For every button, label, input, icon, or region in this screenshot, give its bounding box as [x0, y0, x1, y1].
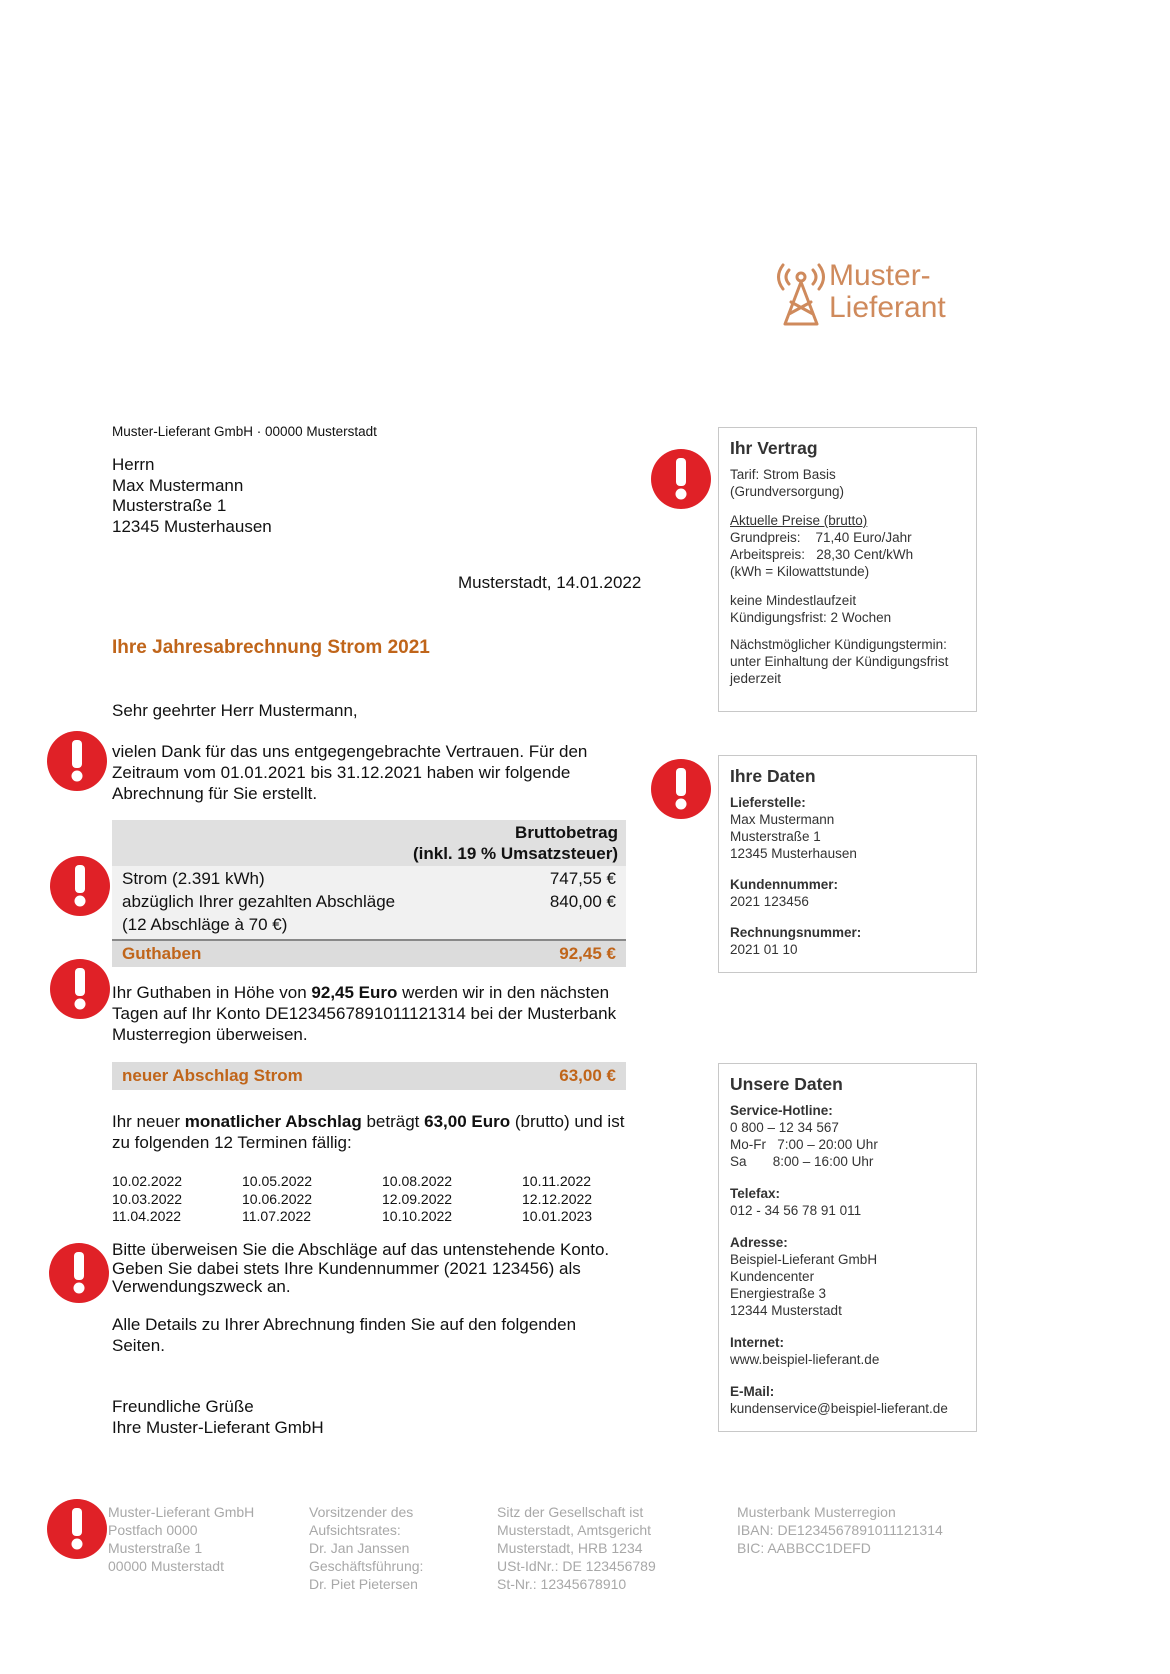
sender-line: Muster-Lieferant GmbH · 00000 Musterstadt	[112, 424, 377, 439]
termination-line: Nächstmöglicher Kündigungstermin:	[730, 637, 947, 652]
delivery-line: 12345 Musterhausen	[730, 846, 857, 861]
recipient-line: Herrn	[112, 455, 155, 474]
table-row	[122, 913, 616, 936]
total-label: Guthaben	[122, 944, 202, 963]
header-gross-amount: Bruttobetrag	[515, 823, 618, 842]
table-row	[122, 890, 616, 913]
antenna-tower-icon	[775, 262, 827, 332]
footer-line: Musterstadt, Amtsgericht	[497, 1522, 652, 1538]
closing	[112, 1396, 324, 1438]
recipient-line: 12345 Musterhausen	[112, 516, 272, 536]
rate-text: (brutto) und ist	[510, 1112, 625, 1131]
company-logo	[775, 258, 975, 338]
contract-box	[718, 427, 977, 712]
exclamation-icon	[73, 865, 87, 907]
intro-line: Abrechnung für Sie erstellt.	[112, 784, 318, 803]
transfer-paragraph	[112, 1241, 652, 1297]
payment-date: 10.08.2022	[382, 1173, 453, 1189]
supplier-data-box	[718, 1063, 977, 1432]
price-line: Grundpreis: 71,40 Euro/Jahr	[730, 530, 912, 545]
prices-heading: Aktuelle Preise (brutto)	[730, 513, 868, 528]
payment-date: 10.11.2022	[522, 1173, 592, 1189]
new-rate-value: 63,00 €	[559, 1066, 616, 1085]
payment-date: 10.05.2022	[242, 1173, 313, 1189]
footer-line: Postfach 0000	[108, 1522, 198, 1538]
supplier-data-title: Unsere Daten	[730, 1074, 843, 1094]
salutation: Sehr geehrter Herr Mustermann,	[112, 701, 358, 720]
address-label: Adresse:	[730, 1235, 788, 1250]
footer-line: Muster-Lieferant GmbH	[108, 1504, 255, 1520]
new-rate-bar	[112, 1062, 626, 1090]
delivery-line: Musterstraße 1	[730, 829, 821, 844]
footer-line: 00000 Musterstadt	[108, 1558, 224, 1574]
payment-date: 10.10.2022	[382, 1208, 453, 1224]
hotline-label: Service-Hotline:	[730, 1103, 833, 1118]
rate-amount: 63,00 Euro	[424, 1112, 511, 1131]
payment-date: 10.01.2023	[522, 1208, 593, 1224]
email-label: E-Mail:	[730, 1384, 775, 1399]
exclamation-icon	[72, 1252, 86, 1294]
credit-line: Musterregion überweisen.	[112, 1025, 308, 1044]
invoice-number: 2021 01 10	[730, 942, 798, 957]
address-line: Kundencenter	[730, 1269, 815, 1284]
credit-amount: 92,45 Euro	[311, 983, 398, 1002]
payment-date: 12.12.2022	[522, 1190, 593, 1207]
fax-number: 012 - 34 56 78 91 011	[730, 1203, 862, 1218]
payment-date: 11.04.2022	[112, 1208, 182, 1224]
website-link[interactable]: www.beispiel-lieferant.de	[730, 1352, 880, 1367]
credit-text: Ihr Guthaben in Höhe von	[112, 983, 312, 1002]
footer-line: Musterbank Musterregion	[737, 1504, 896, 1520]
recipient-line: Musterstraße 1	[112, 496, 227, 515]
footer-line: BIC: AABBCC1DEFD	[737, 1540, 871, 1556]
exclamation-icon	[674, 768, 688, 810]
termination-line: unter Einhaltung der Kündigungsfrist	[730, 654, 949, 669]
customer-data-title: Ihre Daten	[730, 766, 816, 786]
fax-label: Telefax:	[730, 1186, 781, 1201]
address-line: 12344 Musterstadt	[730, 1303, 842, 1318]
footer-registration	[497, 1503, 656, 1593]
intro-line: vielen Dank für das uns entgegengebrachte Vertrauen. Für den	[112, 742, 588, 761]
term-line: Kündigungsfrist: 2 Wochen	[730, 610, 892, 625]
footer-line: Dr. Jan Janssen	[309, 1540, 410, 1556]
new-rate-label: neuer Abschlag Strom	[122, 1066, 303, 1085]
rate-text: beträgt	[361, 1112, 425, 1131]
hotline-line: 0 800 – 12 34 567	[730, 1120, 839, 1135]
alert-customer-data	[651, 759, 711, 819]
table-row	[122, 867, 616, 890]
email-link[interactable]: kundenservice@beispiel-lieferant.de	[730, 1401, 948, 1416]
rate-text-bold: monatlicher Abschlag	[184, 1112, 362, 1131]
transfer-line: Bitte überweisen Sie die Abschläge auf das untenstehende Konto.	[112, 1240, 610, 1259]
closing-line: Freundliche Grüße	[112, 1397, 254, 1416]
row-value: 840,00 €	[549, 892, 616, 911]
exclamation-icon	[70, 1508, 84, 1550]
payment-dates	[112, 1173, 612, 1226]
alert-transfer	[49, 1243, 109, 1303]
footer-line: Aufsichtsrates:	[309, 1522, 401, 1538]
exclamation-icon	[70, 740, 84, 782]
row-label: Strom (2.391 kWh)	[122, 869, 265, 888]
transfer-line: Verwendungszweck an.	[112, 1277, 291, 1296]
payment-date: 11.07.2022	[242, 1208, 312, 1224]
payment-date: 10.03.2022	[112, 1190, 183, 1207]
footer-line: Dr. Piet Pietersen	[309, 1576, 418, 1592]
logo-line-2: Lieferant	[829, 291, 946, 324]
row-label: (12 Abschläge à 70 €)	[122, 915, 288, 934]
address-line: Beispiel-Lieferant GmbH	[730, 1252, 878, 1267]
footer-bank	[737, 1503, 943, 1557]
customer-data-box	[718, 755, 977, 973]
tariff-line: (Grundversorgung)	[730, 484, 845, 499]
row-label: abzüglich Ihrer gezahlten Abschläge	[122, 892, 396, 911]
alert-footer	[47, 1499, 107, 1559]
footer-company	[108, 1503, 254, 1575]
footer-line: St-Nr.: 12345678910	[497, 1576, 627, 1592]
transfer-line: Geben Sie dabei stets Ihre Kundennummer (2021 123456) als	[112, 1258, 581, 1278]
total-value: 92,45 €	[559, 944, 616, 963]
details-line: Seiten.	[112, 1336, 165, 1355]
alert-contract	[651, 449, 711, 509]
recipient-line: Max Mustermann	[112, 475, 244, 495]
tariff-line: Tarif: Strom Basis	[730, 467, 836, 482]
invoice-number-label: Rechnungsnummer:	[730, 925, 862, 940]
contract-title: Ihr Vertrag	[730, 438, 818, 458]
delivery-line: Max Mustermann	[730, 812, 835, 827]
address-line: Energiestraße 3	[730, 1286, 827, 1301]
footer-line: IBAN: DE1234567891011121314	[737, 1522, 943, 1538]
payment-date: 10.02.2022	[112, 1173, 183, 1189]
footer-line: USt-IdNr.: DE 123456789	[497, 1558, 656, 1574]
credit-total-row	[112, 939, 626, 967]
payment-date: 10.06.2022	[242, 1190, 313, 1207]
footer-management	[309, 1503, 423, 1593]
credit-line: Tagen auf Ihr Konto DE1234567891011121314 bei der Musterbank	[112, 1004, 617, 1023]
footer-line: Musterstraße 1	[108, 1540, 203, 1556]
footer-line: Vorsitzender des	[309, 1504, 414, 1520]
details-line: Alle Details zu Ihrer Abrechnung finden Sie auf den folgenden	[112, 1315, 577, 1334]
rate-text: Ihr neuer	[112, 1112, 185, 1131]
intro-paragraph	[112, 741, 632, 804]
customer-number-label: Kundennummer:	[730, 877, 838, 892]
credit-text: werden wir in den nächsten	[397, 983, 610, 1002]
price-line: (kWh = Kilowattstunde)	[730, 564, 870, 579]
footer-line: Geschäftsführung:	[309, 1558, 424, 1574]
letter-subject: Ihre Jahresabrechnung Strom 2021	[112, 637, 430, 658]
intro-line: Zeitraum vom 01.01.2021 bis 31.12.2021 haben wir folgende	[112, 763, 571, 782]
billing-table	[112, 820, 626, 967]
row-value: 747,55 €	[549, 869, 616, 888]
exclamation-icon	[674, 458, 688, 500]
exclamation-icon	[73, 968, 87, 1010]
rate-paragraph	[112, 1111, 652, 1153]
customer-number: 2021 123456	[730, 894, 809, 909]
letter-date: Musterstadt, 14.01.2022	[458, 573, 642, 592]
credit-paragraph	[112, 982, 652, 1045]
price-line: Arbeitspreis: 28,30 Cent/kWh	[730, 547, 914, 562]
hotline-line: Mo-Fr 7:00 – 20:00 Uhr	[730, 1137, 878, 1152]
closing-line: Ihre Muster-Lieferant GmbH	[112, 1418, 324, 1437]
alert-intro	[47, 731, 107, 791]
header-vat-note: (inkl. 19 % Umsatzsteuer)	[412, 844, 618, 863]
recipient-address	[112, 455, 272, 537]
payment-date: 12.09.2022	[382, 1190, 453, 1207]
footer-line: Musterstadt, HRB 1234	[497, 1540, 643, 1556]
internet-label: Internet:	[730, 1335, 784, 1350]
alert-credit	[50, 959, 110, 1019]
delivery-label: Lieferstelle:	[730, 795, 806, 810]
rate-line: zu folgenden 12 Terminen fällig:	[112, 1133, 352, 1152]
term-line: keine Mindestlaufzeit	[730, 593, 857, 608]
billing-table-header	[112, 820, 626, 866]
logo-line-1: Muster-	[829, 259, 931, 292]
termination-line: jederzeit	[730, 671, 782, 686]
footer-line: Sitz der Gesellschaft ist	[497, 1504, 644, 1520]
hotline-line: Sa 8:00 – 16:00 Uhr	[730, 1154, 874, 1169]
details-paragraph	[112, 1314, 652, 1356]
alert-billing	[50, 856, 110, 916]
